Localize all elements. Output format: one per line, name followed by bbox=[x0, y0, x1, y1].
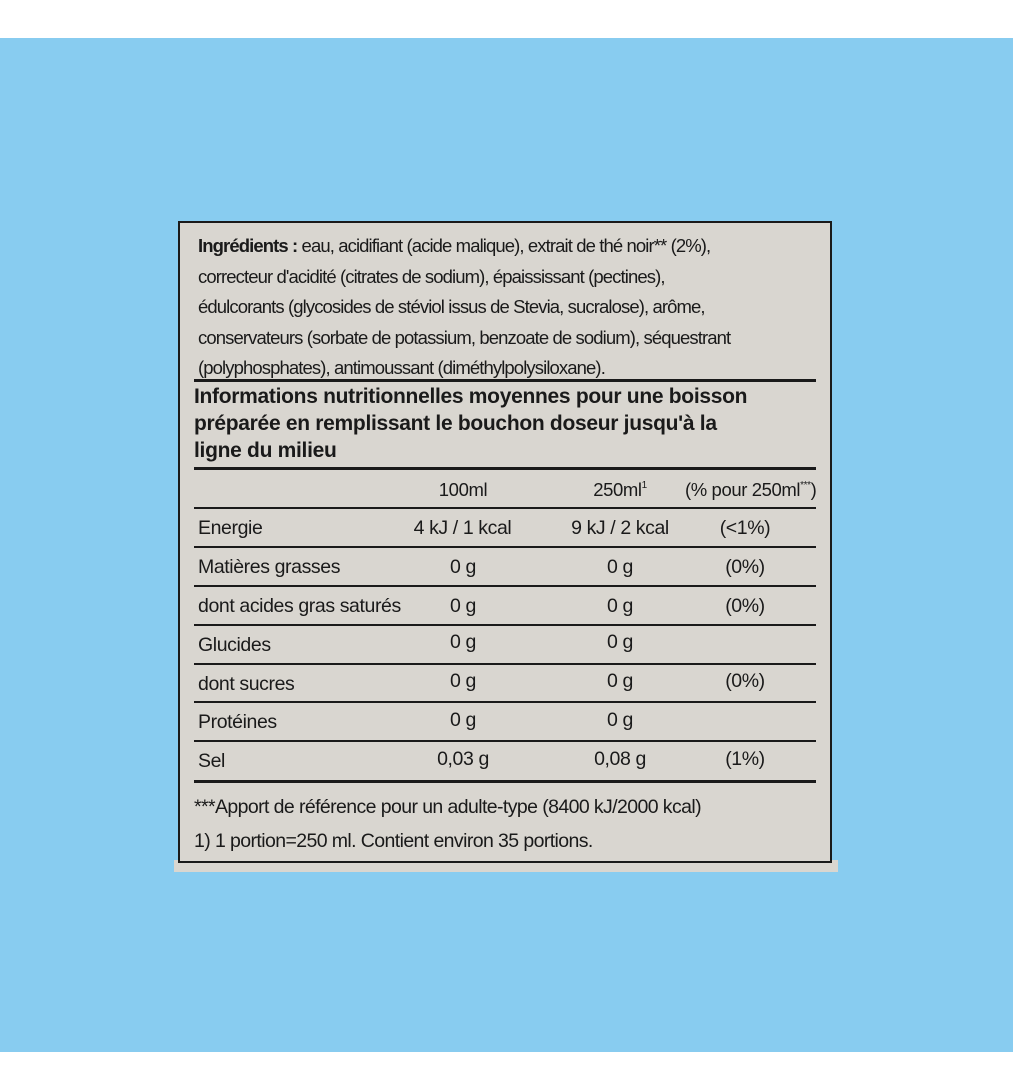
nutrient-name-dont-sucres: dont sucres bbox=[198, 673, 295, 695]
footnote-portion: 1) 1 portion=250 ml. Contient environ 35 portions. bbox=[194, 830, 593, 852]
nutrition-label bbox=[178, 221, 832, 863]
nutrient-name-proteines: Protéines bbox=[198, 711, 277, 733]
header-per-250ml-sup: 1 bbox=[641, 480, 647, 491]
nutrient-per-250: 9 kJ / 2 kcal bbox=[571, 517, 669, 539]
row-divider bbox=[194, 701, 816, 703]
nutrient-percent: (0%) bbox=[725, 670, 765, 692]
header-per-250ml-text: 250ml bbox=[593, 479, 642, 500]
row-divider bbox=[194, 546, 816, 548]
nutrient-per-250: 0 g bbox=[607, 709, 633, 731]
nutrient-name-glucides: Glucides bbox=[198, 634, 271, 656]
nutrient-per-250: 0 g bbox=[607, 556, 633, 578]
nutrient-name-energie: Energie bbox=[198, 517, 263, 539]
nutrition-title-line: Informations nutritionnelles moyennes pour une boisson bbox=[194, 385, 748, 408]
ingredients-line-text: eau, acidifiant (acide malique), extrait de thé noir** (2%), bbox=[297, 235, 711, 256]
header-percent-text: (% pour 250ml bbox=[685, 479, 801, 500]
row-divider bbox=[194, 740, 816, 742]
ingredients-text bbox=[198, 231, 818, 384]
nutrition-title-line: ligne du milieu bbox=[194, 439, 337, 462]
nutrient-percent: (1%) bbox=[725, 748, 765, 770]
divider bbox=[194, 379, 816, 382]
nutrient-name-sel: Sel bbox=[198, 750, 225, 772]
ingredients-line: (polyphosphates), antimoussant (diméthylpolysiloxane). bbox=[198, 357, 605, 378]
nutrient-name-matieres-grasses: Matières grasses bbox=[198, 556, 341, 578]
nutrient-per-250: 0,08 g bbox=[594, 748, 646, 770]
nutrient-per-250: 0 g bbox=[607, 631, 633, 653]
nutrient-per-100: 0,03 g bbox=[437, 748, 489, 770]
ingredients-line: correcteur d'acidité (citrates de sodium), épaississant (pectines), bbox=[198, 265, 665, 287]
header-percent-close: ) bbox=[810, 479, 817, 500]
nutrient-per-100: 0 g bbox=[450, 631, 476, 653]
nutrient-per-100: 0 g bbox=[450, 595, 476, 617]
nutrient-per-100: 0 g bbox=[450, 556, 476, 578]
nutrient-percent: (<1%) bbox=[719, 517, 771, 539]
divider bbox=[194, 467, 816, 470]
nutrient-percent: (0%) bbox=[725, 556, 765, 578]
row-divider bbox=[194, 624, 816, 626]
row-divider bbox=[194, 585, 816, 587]
header-per-250ml bbox=[575, 479, 665, 501]
row-divider bbox=[194, 507, 816, 509]
header-percent bbox=[685, 479, 817, 501]
nutrient-per-100: 0 g bbox=[450, 670, 476, 692]
footnote-reference-intake: ***Apport de référence pour un adulte-type (8400 kJ/2000 kcal) bbox=[194, 796, 701, 818]
nutrient-per-250: 0 g bbox=[607, 670, 633, 692]
nutrient-per-100: 0 g bbox=[450, 709, 476, 731]
header-percent-sup: *** bbox=[800, 480, 811, 491]
ingredients-label: Ingrédients : bbox=[198, 235, 298, 256]
nutrient-per-100: 4 kJ / 1 kcal bbox=[413, 517, 512, 539]
nutrition-title-line: préparée en remplissant le bouchon doseur jusqu'à la bbox=[194, 412, 717, 435]
nutrition-title bbox=[194, 383, 824, 464]
ingredients-line: conservateurs (sorbate de potassium, benzoate de sodium), séquestrant bbox=[198, 326, 731, 348]
nutrient-percent: (0%) bbox=[725, 595, 765, 617]
header-per-100ml: 100ml bbox=[438, 479, 488, 500]
row-divider bbox=[194, 663, 816, 665]
nutrient-name-acides-gras-satures: dont acides gras saturés bbox=[198, 595, 401, 617]
divider bbox=[194, 780, 816, 783]
ingredients-line bbox=[198, 231, 818, 262]
nutrient-per-250: 0 g bbox=[607, 595, 633, 617]
ingredients-line: édulcorants (glycosides de stéviol issus de Stevia, sucralose), arôme, bbox=[198, 296, 705, 317]
